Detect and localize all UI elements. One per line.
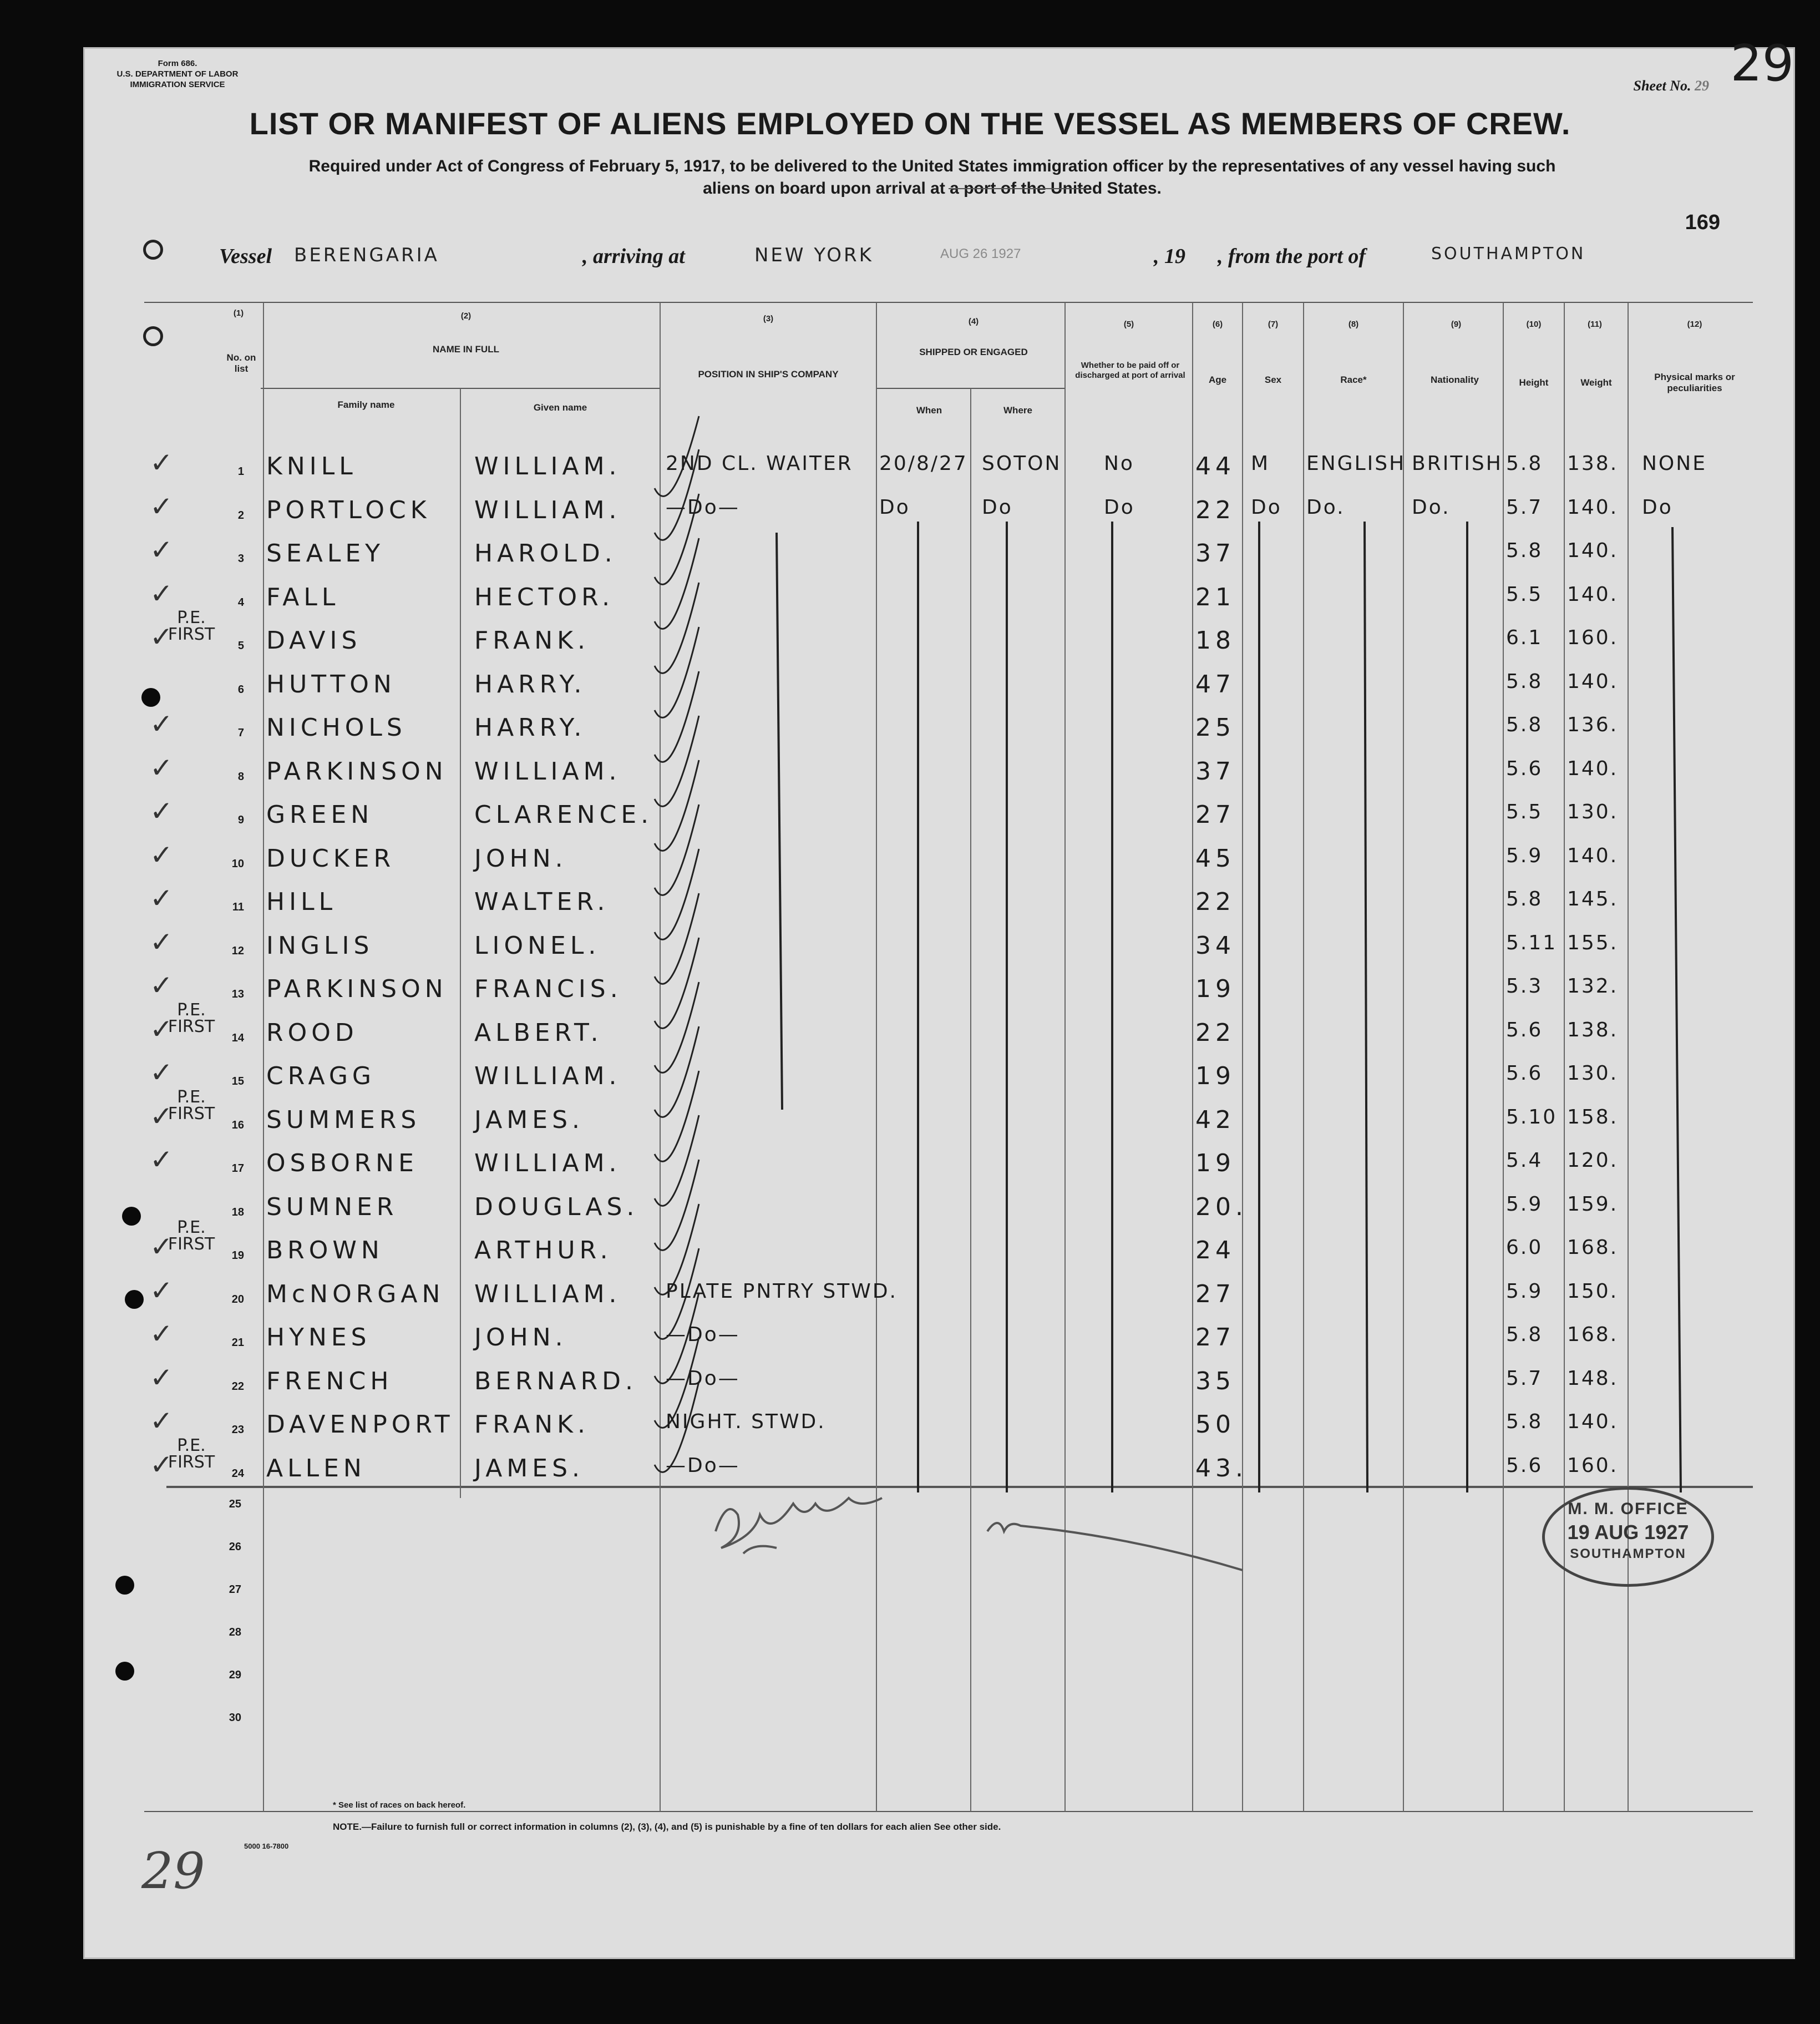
col6-number: (6) bbox=[1212, 320, 1223, 329]
age: 47 bbox=[1195, 670, 1235, 699]
tally-check-mark: ✓ bbox=[150, 708, 173, 740]
weight: 150. bbox=[1567, 1279, 1619, 1303]
tally-check-mark: ✓ bbox=[150, 490, 173, 523]
age: 34 bbox=[1195, 931, 1235, 960]
table-row bbox=[0, 925, 1820, 973]
table-row bbox=[0, 1274, 1820, 1322]
col10-number: (10) bbox=[1526, 320, 1542, 329]
weight: 140. bbox=[1567, 844, 1619, 867]
stamp-date: 19 AUG 1927 bbox=[1567, 1521, 1689, 1544]
weight: 120. bbox=[1567, 1149, 1619, 1172]
family-name: DAVENPORT bbox=[266, 1410, 454, 1439]
age: 19 bbox=[1195, 1149, 1235, 1177]
table-row bbox=[0, 1218, 1820, 1278]
height: 5.3 bbox=[1506, 975, 1543, 998]
weight: 148. bbox=[1567, 1367, 1619, 1390]
col11-header: Weight bbox=[1580, 377, 1612, 388]
row-number: 30 bbox=[229, 1712, 241, 1724]
given-name: JOHN. bbox=[474, 844, 567, 873]
table-row bbox=[0, 1318, 1820, 1365]
height: 5.8 bbox=[1506, 539, 1543, 562]
weight: 138. bbox=[1567, 1018, 1619, 1041]
height: 5.7 bbox=[1506, 1367, 1543, 1390]
pe-first-annotation: P.E. FIRST bbox=[168, 1000, 215, 1036]
shipped-where: SOTON bbox=[982, 452, 1062, 475]
age: 37 bbox=[1195, 539, 1235, 568]
col2a-header: Family name bbox=[337, 399, 395, 410]
paid-off: No bbox=[1104, 452, 1134, 475]
family-name: GREEN bbox=[266, 801, 374, 829]
row-number: 10 bbox=[231, 857, 244, 870]
handwritten-page-number: 29 bbox=[141, 1842, 205, 1900]
height: 5.4 bbox=[1506, 1149, 1543, 1172]
tally-check-mark: ✓ bbox=[150, 621, 173, 653]
sheet-number-handwritten: 29 bbox=[1730, 34, 1794, 93]
age: 50 bbox=[1195, 1410, 1235, 1439]
shipped-when: 20/8/27 bbox=[879, 452, 968, 475]
weight: 130. bbox=[1567, 1062, 1619, 1085]
given-name: WILLIAM. bbox=[474, 495, 621, 524]
stamp-place: SOUTHAMPTON bbox=[1570, 1546, 1686, 1561]
weight: 140. bbox=[1567, 757, 1619, 780]
arrival-date-stamp: AUG 26 1927 bbox=[940, 246, 1021, 261]
footnote: * See list of races on back hereof. bbox=[333, 1800, 466, 1810]
age: 42 bbox=[1195, 1105, 1235, 1134]
age: 22 bbox=[1195, 888, 1235, 916]
weight: 140. bbox=[1567, 495, 1619, 519]
family-name: HYNES bbox=[266, 1323, 371, 1352]
given-name: JAMES. bbox=[474, 1105, 584, 1134]
position: —Do— bbox=[666, 1323, 740, 1346]
row-number: 9 bbox=[237, 814, 244, 826]
family-name: McNORGAN bbox=[266, 1279, 445, 1308]
sex: Do bbox=[1251, 495, 1282, 519]
col3-number: (3) bbox=[763, 314, 774, 323]
tally-check-mark: ✓ bbox=[150, 1100, 173, 1132]
col6-header: Age bbox=[1208, 375, 1227, 385]
given-name: ALBERT. bbox=[474, 1018, 603, 1047]
row-number: 13 bbox=[231, 988, 244, 1000]
table-row bbox=[0, 1087, 1820, 1147]
given-name: JOHN. bbox=[474, 1323, 567, 1352]
table-row bbox=[0, 1000, 1820, 1060]
col1-header: No. on list bbox=[226, 352, 256, 374]
row-number: 20 bbox=[231, 1293, 244, 1306]
tally-check-mark: ✓ bbox=[150, 751, 173, 784]
table-row bbox=[0, 447, 1820, 494]
col9-header: Nationality bbox=[1431, 375, 1479, 385]
weight: 168. bbox=[1567, 1323, 1619, 1346]
tally-check-mark: ✓ bbox=[150, 969, 173, 1001]
col4a-header: When bbox=[916, 405, 942, 416]
given-name: WILLIAM. bbox=[474, 1279, 621, 1308]
col3-header: POSITION IN SHIP'S COMPANY bbox=[698, 369, 839, 380]
col7-number: (7) bbox=[1268, 320, 1279, 329]
subtitle-line-2: aliens on board upon arrival at a port of the United States. bbox=[703, 179, 1162, 198]
col4-number: (4) bbox=[968, 317, 979, 326]
col8-header: Race* bbox=[1340, 375, 1367, 385]
weight: 140. bbox=[1567, 1410, 1619, 1433]
table-row bbox=[0, 751, 1820, 799]
tally-check-mark: ✓ bbox=[150, 1143, 173, 1176]
col4-header: SHIPPED OR ENGAGED bbox=[919, 347, 1028, 357]
given-name: LIONEL. bbox=[474, 931, 601, 960]
tally-check-mark: ✓ bbox=[150, 447, 173, 479]
weight: 160. bbox=[1567, 626, 1619, 649]
table-row bbox=[0, 969, 1820, 1016]
given-name: WILLIAM. bbox=[474, 1062, 621, 1090]
pe-first-annotation: P.E. FIRST bbox=[168, 608, 215, 644]
given-name: BERNARD. bbox=[474, 1367, 638, 1395]
tally-check-mark: ✓ bbox=[150, 577, 173, 610]
given-name: HAROLD. bbox=[474, 539, 617, 568]
table-row bbox=[0, 795, 1820, 842]
row-number: 7 bbox=[237, 727, 244, 739]
pe-first-annotation: P.E. FIRST bbox=[168, 1087, 215, 1124]
from-port-label: , from the port of bbox=[1218, 245, 1366, 268]
position: —Do— bbox=[666, 1454, 740, 1477]
shipped-when: Do bbox=[879, 495, 910, 519]
sheet-number-printed: 29 bbox=[1695, 78, 1709, 94]
race: ENGLISH bbox=[1306, 452, 1406, 475]
tally-check-mark: ✓ bbox=[150, 1274, 173, 1307]
family-name: PARKINSON bbox=[266, 975, 448, 1003]
position: PLATE PNTRY STWD. bbox=[666, 1279, 898, 1303]
height: 5.7 bbox=[1506, 495, 1543, 519]
given-name: WALTER. bbox=[474, 888, 610, 916]
tally-check-mark: ✓ bbox=[150, 534, 173, 566]
age: 22 bbox=[1195, 1018, 1235, 1047]
family-name: DAVIS bbox=[266, 626, 362, 655]
height: 5.8 bbox=[1506, 1323, 1543, 1346]
col10-header: Height bbox=[1519, 377, 1549, 388]
table-row bbox=[0, 490, 1820, 538]
vessel-label: Vessel bbox=[219, 245, 272, 268]
weight: 136. bbox=[1567, 714, 1619, 736]
age: 21 bbox=[1195, 583, 1235, 611]
tally-check-mark: ✓ bbox=[150, 1056, 173, 1089]
given-name: WILLIAM. bbox=[474, 452, 621, 480]
height: 5.6 bbox=[1506, 1454, 1543, 1477]
age: 24 bbox=[1195, 1236, 1235, 1264]
print-code: 5000 16-7800 bbox=[244, 1842, 289, 1850]
tally-check-mark: ✓ bbox=[150, 1231, 173, 1263]
row-number: 26 bbox=[229, 1541, 241, 1553]
col11-number: (11) bbox=[1588, 320, 1602, 329]
height: 5.8 bbox=[1506, 452, 1543, 475]
col12-header: Physical marks or peculiarities bbox=[1654, 372, 1735, 393]
given-name: HARRY. bbox=[474, 670, 586, 699]
weight: 138. bbox=[1567, 452, 1619, 475]
height: 5.9 bbox=[1506, 1192, 1543, 1216]
col2b-header: Given name bbox=[533, 402, 587, 413]
table-row bbox=[0, 1193, 1820, 1234]
year-label: , 19 bbox=[1154, 245, 1185, 268]
weight: 159. bbox=[1567, 1192, 1619, 1216]
col7-header: Sex bbox=[1264, 375, 1282, 385]
table-row bbox=[0, 1143, 1820, 1191]
row-number: 23 bbox=[231, 1424, 244, 1436]
col2-header: NAME IN FULL bbox=[433, 344, 499, 355]
given-name: HARRY. bbox=[474, 714, 586, 742]
row-number: 27 bbox=[229, 1583, 241, 1596]
given-name: JAMES. bbox=[474, 1454, 584, 1482]
age: 19 bbox=[1195, 975, 1235, 1003]
row-number: 5 bbox=[237, 640, 244, 652]
col1-number: (1) bbox=[233, 308, 244, 318]
family-name: HILL bbox=[266, 888, 337, 916]
position: —Do— bbox=[666, 1367, 740, 1390]
row-number: 28 bbox=[229, 1626, 241, 1638]
row-number: 25 bbox=[229, 1498, 241, 1510]
family-name: SUMMERS bbox=[266, 1105, 421, 1134]
col8-number: (8) bbox=[1348, 320, 1359, 329]
row-number: 12 bbox=[231, 944, 244, 957]
tally-check-mark: ✓ bbox=[150, 838, 173, 871]
given-name: FRANK. bbox=[474, 626, 590, 655]
height: 5.8 bbox=[1506, 714, 1543, 736]
weight: 168. bbox=[1567, 1236, 1619, 1259]
row-number: 24 bbox=[231, 1467, 244, 1480]
penalty-note: NOTE.—Failure to furnish full or correct information in columns (2), (3), (4), and (5) is punishable by a fine of ten dollars for each alien See other side. bbox=[333, 1821, 1001, 1832]
age: 44 bbox=[1195, 452, 1235, 480]
age: 25 bbox=[1195, 714, 1235, 742]
age: 35 bbox=[1195, 1367, 1235, 1395]
inspector-signature bbox=[716, 1498, 1243, 1570]
sex: M bbox=[1251, 452, 1270, 475]
col12-number: (12) bbox=[1687, 320, 1702, 329]
table-row bbox=[0, 534, 1820, 581]
height: 5.8 bbox=[1506, 1410, 1543, 1433]
weight: 140. bbox=[1567, 539, 1619, 562]
row-number: 22 bbox=[231, 1380, 244, 1393]
position: NIGHT. STWD. bbox=[666, 1410, 826, 1433]
family-name: DUCKER bbox=[266, 844, 396, 873]
departure-port: SOUTHAMPTON bbox=[1431, 244, 1586, 264]
family-name: SEALEY bbox=[266, 539, 385, 568]
family-name: PORTLOCK bbox=[266, 495, 431, 524]
given-name: WILLIAM. bbox=[474, 757, 621, 786]
row-number: 11 bbox=[232, 901, 244, 913]
table-row bbox=[0, 708, 1820, 755]
height: 6.1 bbox=[1506, 626, 1543, 649]
form-number: Form 686. bbox=[158, 59, 197, 68]
table-row bbox=[0, 577, 1820, 625]
age: 45 bbox=[1195, 844, 1235, 873]
table-row bbox=[0, 608, 1820, 668]
col2-number: (2) bbox=[460, 311, 472, 321]
col5-number: (5) bbox=[1123, 320, 1134, 329]
age: 20. bbox=[1195, 1192, 1248, 1221]
shipped-where: Do bbox=[982, 495, 1013, 519]
family-name: OSBORNE bbox=[266, 1149, 418, 1177]
height: 5.10 bbox=[1506, 1105, 1558, 1129]
age: 22 bbox=[1195, 495, 1235, 524]
weight: 158. bbox=[1567, 1105, 1619, 1129]
height: 5.9 bbox=[1506, 1279, 1543, 1303]
row-number: 16 bbox=[231, 1119, 244, 1131]
stamp-office: M. M. OFFICE bbox=[1568, 1500, 1689, 1518]
row-number: 21 bbox=[231, 1337, 244, 1349]
race: Do. bbox=[1306, 495, 1345, 519]
col4b-header: Where bbox=[1003, 405, 1032, 416]
table-row bbox=[0, 1435, 1820, 1496]
height: 5.6 bbox=[1506, 757, 1543, 780]
height: 5.11 bbox=[1506, 931, 1558, 954]
table-row bbox=[0, 882, 1820, 929]
pe-first-annotation: P.E. FIRST bbox=[168, 1218, 215, 1254]
table-row bbox=[0, 1056, 1820, 1104]
given-name: ARTHUR. bbox=[474, 1236, 612, 1264]
row-number: 19 bbox=[231, 1249, 244, 1262]
arriving-label: , arriving at bbox=[582, 245, 685, 268]
height: 5.8 bbox=[1506, 670, 1543, 693]
row-number: 6 bbox=[237, 683, 244, 696]
table-row bbox=[0, 670, 1820, 712]
weight: 130. bbox=[1567, 801, 1619, 823]
tally-check-mark: ✓ bbox=[150, 1361, 173, 1394]
tally-check-mark: ✓ bbox=[150, 1448, 173, 1481]
office-stamp bbox=[1542, 1487, 1714, 1587]
row-number: 4 bbox=[237, 596, 244, 609]
table-row bbox=[0, 1405, 1820, 1452]
family-name: CRAGG bbox=[266, 1062, 376, 1090]
age: 18 bbox=[1195, 626, 1235, 655]
height: 5.6 bbox=[1506, 1062, 1543, 1085]
given-name: FRANK. bbox=[474, 1410, 590, 1439]
height: 5.5 bbox=[1506, 801, 1543, 823]
col9-number: (9) bbox=[1451, 320, 1462, 329]
subtitle-line-1: Required under Act of Congress of February 5, 1917, to be delivered to the United States immigration officer by the representatives of any vessel having such bbox=[308, 157, 1556, 175]
height: 5.8 bbox=[1506, 888, 1543, 910]
nationality: BRITISH bbox=[1412, 452, 1503, 475]
age: 43. bbox=[1195, 1454, 1248, 1482]
document-number: 169 bbox=[1685, 211, 1720, 234]
row-number: 17 bbox=[231, 1162, 244, 1175]
table-row bbox=[0, 1361, 1820, 1409]
document-title: LIST OR MANIFEST OF ALIENS EMPLOYED ON THE VESSEL AS MEMBERS OF CREW. bbox=[249, 106, 1571, 141]
position: 2ND CL. WAITER bbox=[666, 452, 853, 475]
service-name: IMMIGRATION SERVICE bbox=[130, 80, 225, 89]
age: 27 bbox=[1195, 1279, 1235, 1308]
weight: 132. bbox=[1567, 975, 1619, 998]
department-name: U.S. DEPARTMENT OF LABOR bbox=[116, 69, 239, 79]
family-name: HUTTON bbox=[266, 670, 396, 699]
row-number: 3 bbox=[237, 553, 244, 565]
row-number: 2 bbox=[237, 509, 244, 522]
col5-header: Whether to be paid off or discharged at port of arrival bbox=[1075, 361, 1185, 380]
family-name: ROOD bbox=[266, 1018, 358, 1047]
age: 27 bbox=[1195, 1323, 1235, 1352]
tally-check-mark: ✓ bbox=[150, 882, 173, 914]
given-name: WILLIAM. bbox=[474, 1149, 621, 1177]
physical-marks: Do bbox=[1642, 495, 1673, 519]
height: 5.5 bbox=[1506, 583, 1543, 606]
weight: 155. bbox=[1567, 931, 1619, 954]
height: 5.6 bbox=[1506, 1018, 1543, 1041]
family-name: KNILL bbox=[266, 452, 357, 480]
physical-marks: NONE bbox=[1642, 452, 1707, 475]
tally-check-mark: ✓ bbox=[150, 795, 173, 827]
family-name: NICHOLS bbox=[266, 714, 407, 742]
paid-off: Do bbox=[1104, 495, 1135, 519]
height: 6.0 bbox=[1506, 1236, 1543, 1259]
arrival-port: NEW YORK bbox=[754, 244, 874, 266]
family-name: ALLEN bbox=[266, 1454, 366, 1482]
vessel-name: BERENGARIA bbox=[294, 244, 439, 266]
family-name: SUMNER bbox=[266, 1192, 398, 1221]
tally-check-mark: ✓ bbox=[150, 1318, 173, 1350]
weight: 140. bbox=[1567, 583, 1619, 606]
table-row bbox=[0, 838, 1820, 886]
height: 5.9 bbox=[1506, 844, 1543, 867]
weight: 145. bbox=[1567, 888, 1619, 910]
row-number: 15 bbox=[231, 1075, 244, 1087]
family-name: INGLIS bbox=[266, 931, 374, 960]
given-name: HECTOR. bbox=[474, 583, 615, 611]
tally-check-mark: ✓ bbox=[150, 1013, 173, 1045]
age: 27 bbox=[1195, 801, 1235, 829]
pe-first-annotation: P.E. FIRST bbox=[168, 1435, 215, 1472]
sheet-label: Sheet No. bbox=[1633, 78, 1691, 94]
row-number: 14 bbox=[231, 1031, 244, 1044]
family-name: BROWN bbox=[266, 1236, 384, 1264]
row-number: 1 bbox=[237, 465, 244, 478]
age: 37 bbox=[1195, 757, 1235, 786]
family-name: FRENCH bbox=[266, 1367, 393, 1395]
tally-check-mark: ✓ bbox=[150, 1405, 173, 1437]
tally-check-mark: ✓ bbox=[150, 925, 173, 958]
row-number: 18 bbox=[231, 1206, 244, 1218]
weight: 140. bbox=[1567, 670, 1619, 693]
weight: 160. bbox=[1567, 1454, 1619, 1477]
position: —Do— bbox=[666, 495, 740, 519]
row-number: 8 bbox=[237, 770, 244, 783]
row-number: 29 bbox=[229, 1669, 241, 1681]
age: 19 bbox=[1195, 1062, 1235, 1090]
given-name: FRANCIS. bbox=[474, 975, 622, 1003]
given-name: CLARENCE. bbox=[474, 801, 653, 829]
nationality: Do. bbox=[1412, 495, 1451, 519]
given-name: DOUGLAS. bbox=[474, 1192, 639, 1221]
family-name: PARKINSON bbox=[266, 757, 448, 786]
family-name: FALL bbox=[266, 583, 340, 611]
